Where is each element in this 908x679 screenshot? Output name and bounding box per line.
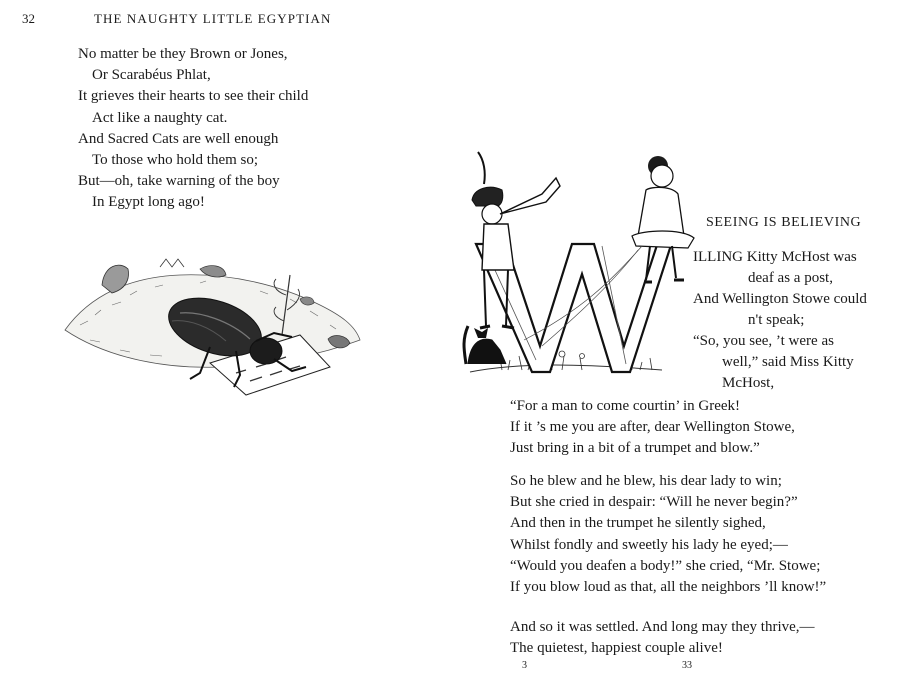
verse-line: It grieves their hearts to see their child — [78, 88, 309, 105]
verse-line: And Wellington Stowe could — [693, 291, 867, 307]
verse-line: But she cried in despair: “Will he never begin?” — [510, 494, 798, 511]
verse-line: “Would you deafen a body!” she cried, “Mr. Stowe; — [510, 557, 821, 574]
right-stanza-3 — [510, 617, 815, 659]
verse-line: No matter be they Brown or Jones, — [78, 46, 288, 62]
verse-line: ILLING Kitty McHost was — [693, 249, 857, 265]
verse-line: Act like a naughty cat. — [92, 109, 228, 126]
verse-line: Whilst fondly and sweetly his lady he eyed;— — [510, 536, 788, 553]
verse-line: To those who hold them so; — [92, 152, 259, 169]
verse-line: “So, you see, ’t were as — [693, 333, 834, 349]
left-stanza — [78, 44, 308, 214]
verse-line: If you blow loud as that, all the neighbors ’ll know!” — [510, 579, 827, 596]
right-stanza-1-rest — [510, 396, 795, 460]
verse-line: And so it was settled. And long may they thrive,— — [510, 619, 815, 635]
verse-line: And then in the trumpet he silently sighed, — [510, 515, 766, 532]
verse-line: n't speak; — [748, 312, 805, 328]
beetle-illustration — [60, 255, 360, 405]
verse-line: well,” said Miss Kitty — [722, 354, 854, 370]
drop-cap-letter: W — [522, 230, 523, 231]
right-stanza-2 — [510, 471, 826, 598]
verse-line: Or Scarabéus Phlat, — [92, 67, 211, 84]
signature-mark: 3 — [522, 660, 527, 671]
verse-line: McHost, — [722, 375, 775, 391]
poem-title: SEEING IS BELIEVING — [706, 215, 862, 230]
verse-line: In Egypt long ago! — [92, 194, 205, 211]
drop-cap-illustration — [462, 150, 692, 382]
verse-line: So he blew and he blew, his dear lady to win; — [510, 473, 782, 489]
verse-line: But—oh, take warning of the boy — [78, 173, 280, 190]
right-page-number: 33 — [682, 660, 692, 671]
verse-line: deaf as a post, — [748, 270, 833, 286]
verse-line: If it ’s me you are after, dear Wellington Stowe, — [510, 419, 795, 436]
verse-line: Just bring in a bit of a trumpet and blow.” — [510, 440, 760, 457]
verse-line: The quietest, happiest couple alive! — [510, 640, 723, 657]
verse-line: And Sacred Cats are well enough — [78, 130, 279, 147]
left-page-number: 32 — [22, 11, 35, 26]
running-head: THE NAUGHTY LITTLE EGYPTIAN — [94, 11, 332, 26]
verse-line: “For a man to come courtin’ in Greek! — [510, 398, 741, 414]
